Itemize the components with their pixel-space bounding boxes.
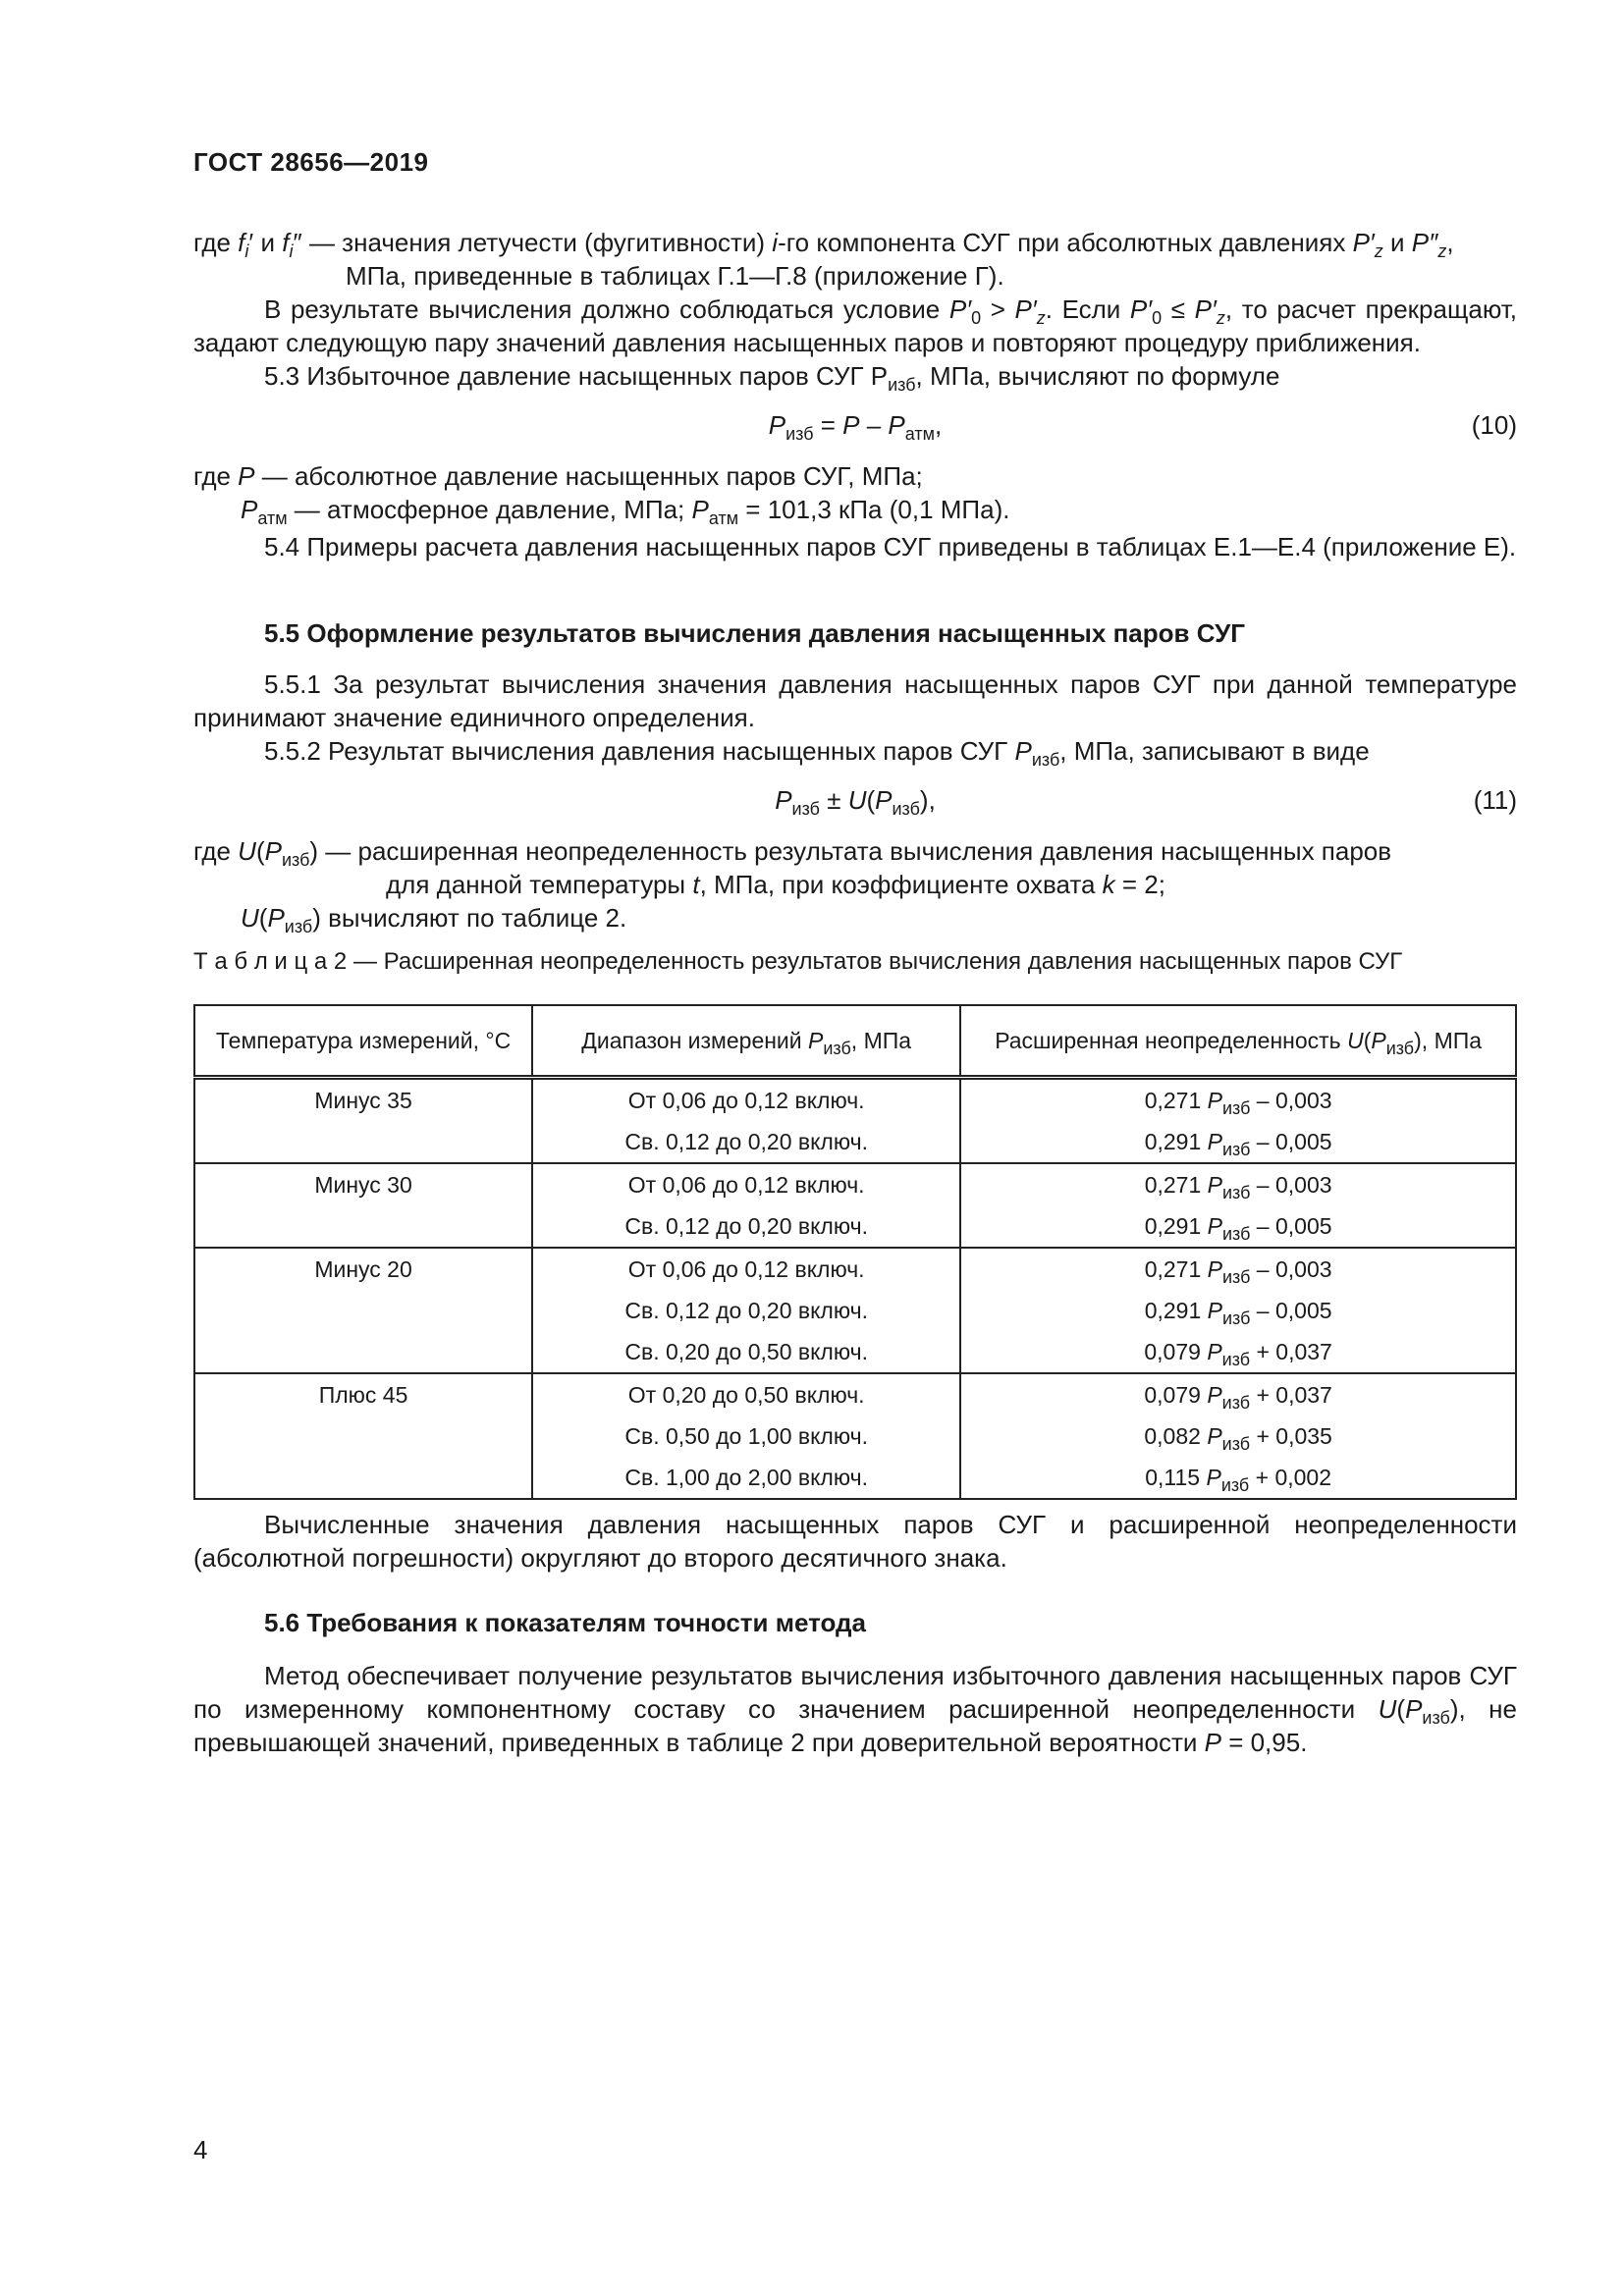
table-caption: Т а б л и ц а 2 — Расширенная неопределенность результатов вычисления давления насыщенных паров СУГ — [193, 948, 1403, 975]
paragraph-condition: В результате вычисления должно соблюдаться условие $P'_0 > P'_z$. Если $P'_0 \le P'_z$, то расчет прекращают, задают следующую пару значений давления насыщенных паров и повторяют процедуру приближения. — [193, 294, 1518, 357]
column-header-range: Диапазон измерений $P_{изб}$, МПа — [532, 1005, 960, 1078]
cell-temperature: Плюс 45 — [194, 1373, 532, 1415]
table-row — [194, 1415, 1516, 1457]
table-row — [194, 1121, 1516, 1163]
cell-temperature: Минус 20 — [194, 1248, 532, 1290]
table-row — [194, 1373, 1516, 1415]
where-expanded-uncertainty-cont: для данной температуры t, МПа, при коэффициенте охвата k = 2; — [386, 870, 1165, 899]
table-row — [194, 1205, 1516, 1248]
table-row — [194, 1290, 1516, 1331]
cell-temperature — [194, 1121, 532, 1163]
equation-number-10: (10) — [1471, 410, 1517, 440]
section-heading-5-5: 5.5 Оформление результатов вычисления давления насыщенных паров СУГ — [264, 618, 1246, 648]
cell-uncertainty: 0,079 $P_{изб} + 0,037$ — [960, 1331, 1516, 1373]
cell-range: От 0,20 до 0,50 включ. — [532, 1373, 960, 1415]
cell-uncertainty: 0,271 $P_{изб} - 0,003$ — [960, 1248, 1516, 1290]
table-row — [194, 1078, 1516, 1122]
cell-uncertainty: 0,115 $P_{изб} + 0,002$ — [960, 1457, 1516, 1499]
paragraph-5-4: 5.4 Примеры расчета давления насыщенных паров СУГ приведены в таблицах Е.1—Е.4 (приложение Е). — [264, 532, 1517, 561]
equation-10: $P_{изб} = P - P_{атм}$, (10) — [768, 410, 1517, 444]
cell-range: Св. 0,50 до 1,00 включ. — [532, 1415, 960, 1457]
table-row — [194, 1248, 1516, 1290]
uncertainty-table — [193, 1004, 1517, 1500]
paragraph-fugacity-definition: где $f_i'$ и $f_i''$ — значения летучести (фугитивности) i-го компонента СУГ при абсолютных давлениях $P'_z$ и $P''_z$, МПа, приведенные в таблицах Г.1—Г.8 (приложение Г). — [193, 228, 1454, 291]
cell-range: Св. 0,12 до 0,20 включ. — [532, 1205, 960, 1248]
where-atmospheric-pressure: $P_{атм}$ — атмосферное давление, МПа; $P_{атм} = 101,3$ кПа (0,1 МПа). — [241, 495, 1010, 528]
cell-uncertainty: 0,271 $P_{изб} - 0,003$ — [960, 1078, 1516, 1122]
where-expanded-uncertainty: где $U(P_{изб})$ — расширенная неопределенность результата вычисления давления насыщенных паров — [193, 836, 1392, 870]
table-header-row — [194, 1005, 1516, 1078]
table-row — [194, 1331, 1516, 1373]
cell-temperature — [194, 1331, 532, 1373]
cell-temperature — [194, 1205, 532, 1248]
paragraph-5-6: Метод обеспечивает получение результатов вычисления избыточного давления насыщенных паров СУГ по измеренному компонентному составу со значением расширенной неопределенности $U(P_{изб})$, не превышающей значений, приведенных в таблице 2 при доверительной вероятности P = 0,95. — [193, 1661, 1517, 1757]
paragraph-5-5-2: 5.5.2 Результат вычисления давления насыщенных паров СУГ $P_{изб}$, МПа, записывают в виде — [264, 736, 1370, 770]
cell-uncertainty: 0,291 $P_{изб} - 0,005$ — [960, 1121, 1516, 1163]
equation-number-11: (11) — [1473, 785, 1517, 815]
cell-uncertainty: 0,082 $P_{изб} + 0,035$ — [960, 1415, 1516, 1457]
cell-range: От 0,06 до 0,12 включ. — [532, 1248, 960, 1290]
page-number: 4 — [193, 2135, 208, 2164]
where-absolute-pressure: где P — абсолютное давление насыщенных паров СУГ, МПа; — [193, 461, 923, 491]
cell-temperature — [194, 1457, 532, 1499]
paragraph-rounding: Вычисленные значения давления насыщенных паров СУГ и расширенной неопределенности (абсолютной погрешности) округляют до второго десятичного знака. — [193, 1510, 1517, 1573]
document-header: ГОСТ 28656—2019 — [193, 147, 429, 177]
cell-range: Св. 1,00 до 2,00 включ. — [532, 1457, 960, 1499]
cell-temperature — [194, 1415, 532, 1457]
paragraph-5-3: 5.3 Избыточное давление насыщенных паров СУГ $Р_{изб}$, МПа, вычисляют по формуле — [264, 361, 1280, 395]
cell-range: От 0,06 до 0,12 включ. — [532, 1078, 960, 1122]
cell-temperature: Минус 35 — [194, 1078, 532, 1122]
cell-range: От 0,06 до 0,12 включ. — [532, 1163, 960, 1205]
cell-uncertainty: 0,291 $P_{изб} - 0,005$ — [960, 1205, 1516, 1248]
equation-11: $P_{изб} \pm U(P_{изб})$, (11) — [775, 785, 1517, 819]
cell-uncertainty: 0,271 $P_{изб} - 0,003$ — [960, 1163, 1516, 1205]
cell-uncertainty: 0,291 $P_{изб} - 0,005$ — [960, 1290, 1516, 1331]
where-uncertainty-table-ref: $U(P_{изб})$ вычисляют по таблице 2. — [241, 903, 627, 936]
section-heading-5-6: 5.6 Требования к показателям точности метода — [264, 1608, 866, 1637]
cell-temperature: Минус 30 — [194, 1163, 532, 1205]
cell-range: Св. 0,12 до 0,20 включ. — [532, 1290, 960, 1331]
cell-range: Св. 0,20 до 0,50 включ. — [532, 1331, 960, 1373]
column-header-temperature: Температура измерений, °С — [194, 1005, 532, 1078]
paragraph-5-5-1: 5.5.1 За результат вычисления значения давления насыщенных паров СУГ при данной температуре принимают значение единичного определения. — [193, 669, 1517, 732]
table-row — [194, 1457, 1516, 1499]
cell-range: Св. 0,12 до 0,20 включ. — [532, 1121, 960, 1163]
cell-uncertainty: 0,079 $P_{изб} + 0,037$ — [960, 1373, 1516, 1415]
column-header-uncertainty: Расширенная неопределенность $U(P_{изб})$, МПа — [960, 1005, 1516, 1078]
cell-temperature — [194, 1290, 532, 1331]
table-row — [194, 1163, 1516, 1205]
